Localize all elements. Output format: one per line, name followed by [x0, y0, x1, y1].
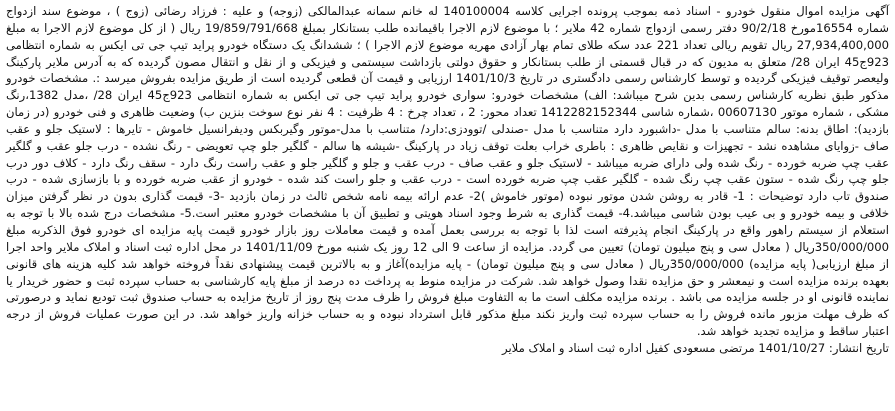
- notice-footer-text: تاریخ انتشار: 1401/10/27 مرتضی مسعودی کفیل اداره ثبت اسناد و املاک ملایر: [502, 340, 889, 355]
- notice-body-text: آگهی مزایده اموال منقول خودرو - اسناد ذمه بموجب پرونده اجرایی کلاسه 140100004 له خانم سمانه عبدالمالکی (زوجه) و علیه : فرزاد رضائی (زوج ) ، موضوع سند ازدواج شماره 16554مورخ 90/2/18 دفتر رسمی ازدواج شماره 42 ملایر ؛ با موضوع لازم الاجرا باقیمانده طلب بستانکار بمبلغ 19/859/791/668 ریال ( از کل موضوع لازم الاجرا به مبلغ 27,934,400,000 ریال تقویم ریالی تعداد 221 عدد سکه طلای تمام بهار آزادی مهریه موضوع لازم الاجرا ) ؛ ششدانگ یک دستگاه خودرو پراید تیپ جی تی ایکس به شماره انتظامی 923ج45 ایران 28/ متعلق به مدیون که در قبال قسمتی از طلب بستانکار و حقوق دولتی بازداشت سیستمی و فیزیکی و از نقل و انتقال مصون گردیده که به آدرس ملایر پارکینگ ولیعصر توقیف فیزیکی گردیده و توسط کارشناس رسمی دادگستری در تاریخ 1401/10/3 ارزیابی و قیمت آن قطعی گردیده است از طریق مزایده بفروش میرسد :. مشخصات خودرو مذکور طبق نظریه کارشناس رسمی بدین شرح میباشد: الف) مشخصات خودرو: سواری خودرو پراید تیپ جی تی ایکس به شماره انتظامی 923ج45 ایران 28/ ،مدل 1382،رنگ مشکی ، شماره موتور 00607130 ،شماره شاسی 1412282152344 تعداد محور: 2 ، تعداد چرخ : 4 ظرفیت : 4 نفر نوع سوخت بنزین ب) وضعیت ظاهری و فنی خودرو (در زمان بازدید): اطاق بدنه: سالم متناسب با مدل -داشبورد دارد متناسب با مدل -صندلی /توودزی:دارد/ متناسب با مدل-موتور وگیربکس ودیفرانسیل خاموش - تایرها : لاستیک جلو و عقب صاف -زوایای مشاهده نشد - تجهیزات و نقایص ظاهری : باطری خراب بعلت توقف زیاد در پارکینگ -شیشه ها سالم - گلگیر جلو چپ تعویضی - رنگ نشده - درب جلو عقب و گلگیر عقب چپ ضربه خورده - رنگ شده ولی دارای ضربه میباشد - لاستیک جلو و عقب صاف - درب عقب و جلو و گلگیر جلو و عقب راست رنگ دارد - سقف رنگ دارد - کلاف دور درب جلو چپ رنگ شده - ستون عقب چپ رنگ شده - گلگیر عقب چپ ضربه خورده است - درب عقب و جلو راست کند شده - خودرو از عقب ضربه خورده و با بازسازی شده - درب صندوق تاب دارد توضیحات : 1- قادر به روشن شدن موتور نبوده (موتور خاموش )2- عدم ارائه بیمه نامه شخص ثالث در زمان بازدید -3- قیمت گذاری بدون در نظر گرفتن میزان خلافی و بیمه خودرو و بی عیب بودن شاسی میباشد.4- قیمت گذاری به شرط وجود اسناد هویتی و تطبیق آن با مشخصات خودرو معتبر است.5- مشخصات درج شده بالا با توجه به استعلام از سیستم راهور واقع در پارکینگ انجام پذیرفته است لذا با توجه به بررسی بعمل آمده و قیمت معاملات روز بازار خودرو قیمت پایه مزایده ای خودرو فوق الذکربه مبلغ 350/000/000ریال ( معادل سی و پنج میلیون تومان) تعیین می گردد. مزایده از ساعت 9 الی 12 روز یک شنبه مورخ 1401/11/09 در محل اداره ثبت اسناد و املاک ملایر واحد اجرا از مبلغ ارزیابی( پایه مزایده) 350/000/000ریال ( معادل سی و پنج میلیون تومان) - پایه مزایده)آغاز و به بالاترین قیمت پیشنهادی نقداً فروخته خواهد شد کلیه هزینه های قانونی بعهده برنده مزایده است و نیمعشر و حق مزایده نقدا وصول خواهد شد. شرکت در مزایده منوط به پرداخت ده درصد از مبلغ پایه کارشناسی به حساب سپرده ثبت و حضور خریدار یا نماینده قانونی او در جلسه مزایده می باشد . برنده مزایده مکلف است ما به التفاوت مبلغ فروش را ظرف مدت پنج روز از تاریخ مزایده به حساب صندوق ثبت تودیع نماید و درصورتی که ظرف مهلت مزبور مانده فروش را به حساب سپرده ثبت واریز نکند مبلغ مذکور قابل استرداد نبوده و به حساب خزانه واریز خواهد شد. در این صورت عملیات فروش از درجه اعتبار ساقط و مزایده تجدید خواهد شد.: [6, 4, 890, 339]
